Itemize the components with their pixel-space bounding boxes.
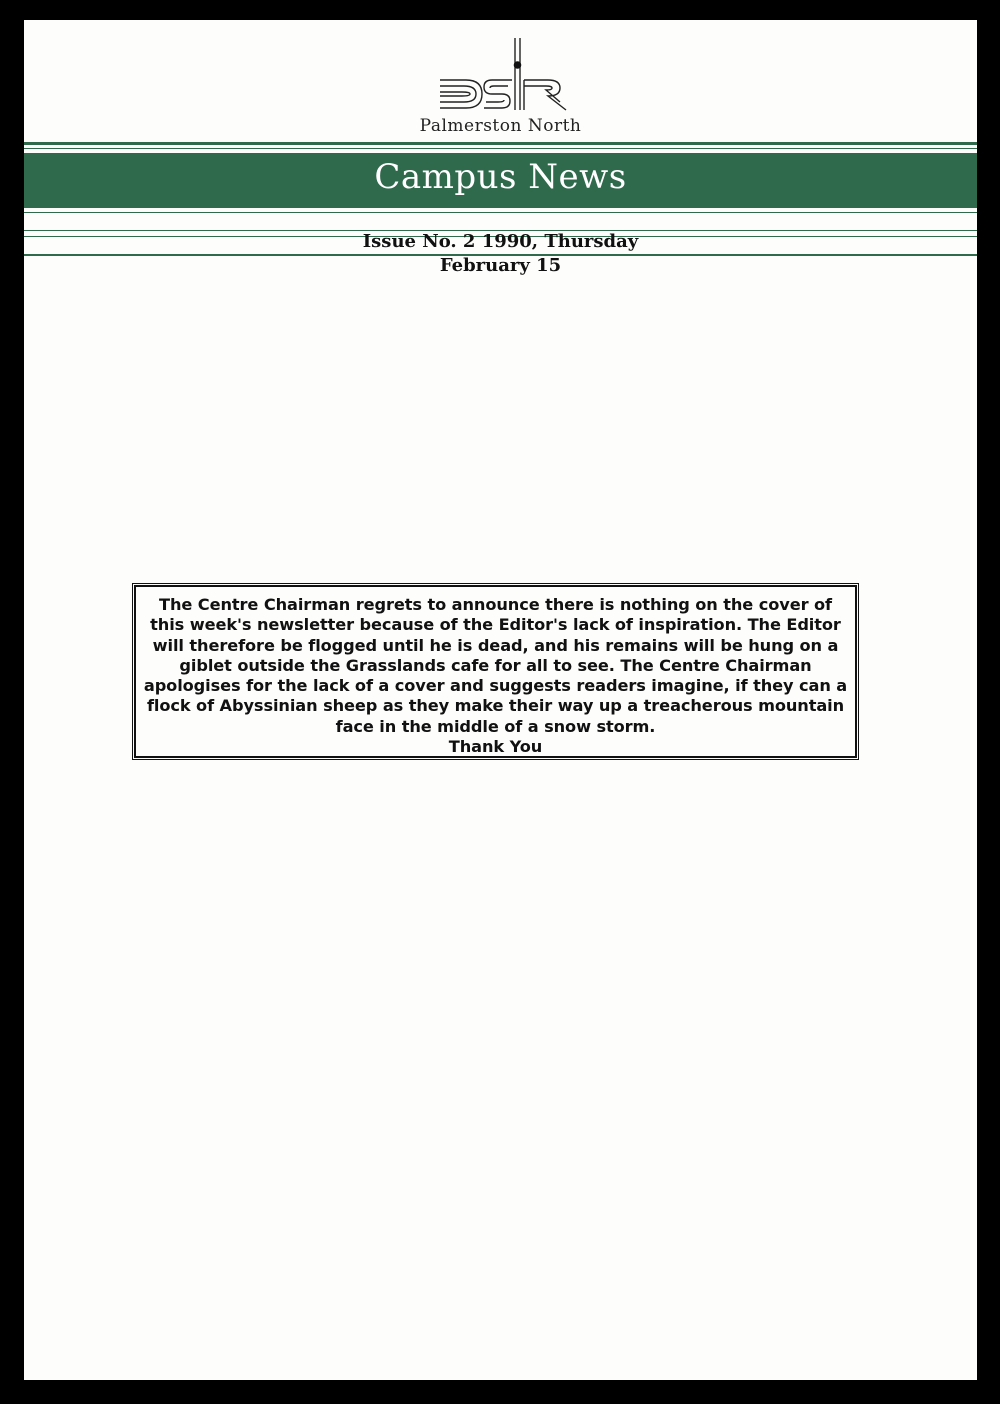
newsletter-title: Campus News — [374, 157, 627, 197]
rule-top-thin — [24, 142, 977, 145]
rule-top-hair — [24, 148, 977, 149]
rule-mid-1 — [24, 212, 977, 213]
dsir-logo-icon — [432, 38, 572, 120]
notice-sign-off: Thank You — [448, 737, 543, 757]
newsletter-page — [24, 20, 977, 1380]
issue-date-line: February 15 — [439, 255, 562, 276]
notice-body: The Centre Chairman regrets to announce there is nothing on the cover of this week's newsletter because of the Editor's lack of inspiration. The Editor will therefore be flogged until he is dead, and his remains will be hung on a giblet outside the Grasslands cafe for all to see. The Centre Chairman apologises for the lack of a cover and suggests readers imagine, if they can a flock of Abyssinian sheep as they make their way up a treacherous mountain face in the middle of a snow storm. — [143, 595, 848, 736]
location-label: Palmerston North — [419, 116, 582, 136]
notice-box — [134, 585, 857, 758]
issue-number-line: Issue No. 2 1990, Thursday — [362, 231, 639, 252]
